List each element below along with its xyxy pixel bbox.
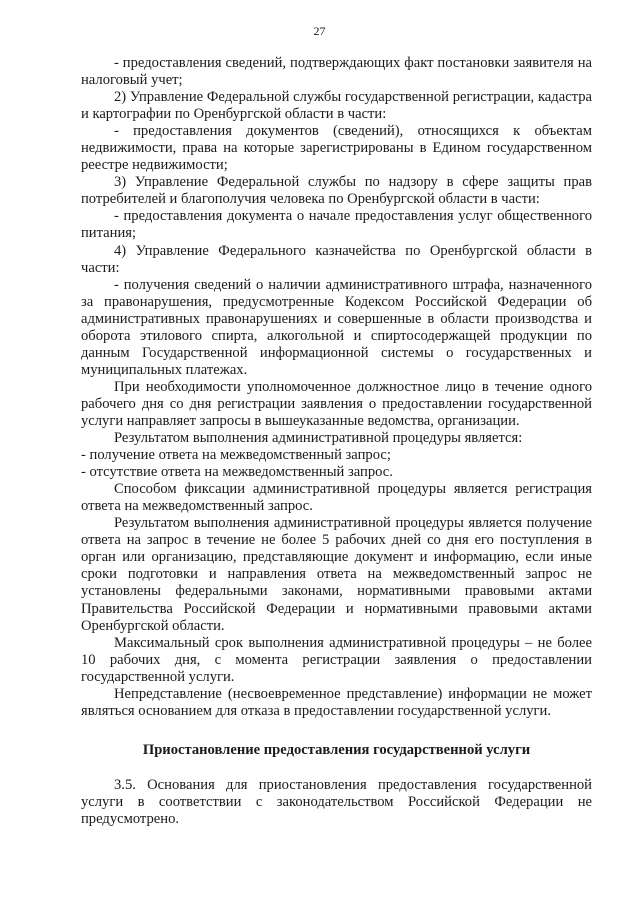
- section-heading: Приостановление предоставления государственной услуги: [142, 741, 531, 758]
- paragraph-catering-document: - предоставления документа о начале предоставления услуг общественного питания;: [81, 208, 592, 242]
- paragraph-fixation-method: Способом фиксации административной процедуры является регистрация ответа на межведомственный запрос.: [81, 481, 592, 515]
- paragraph-procedure-result-intro: Результатом выполнения административной процедуры является:: [114, 430, 523, 447]
- paragraph-requests: При необходимости уполномоченное должностное лицо в течение одного рабочего дня со дня регистрации заявления о предоставлении государственной услуги направляет запросы в вышеуказанные ведомства, организации.: [81, 378, 592, 429]
- paragraph-non-provision: Непредставление (несвоевременное представление) информации не может являться основанием для отказа в предоставлении государственной услуги.: [81, 685, 592, 719]
- paragraph-real-estate-documents: - предоставления документов (сведений), относящихся к объектам недвижимости, права на которые зарегистрированы в Едином государственном реестре недвижимости;: [81, 123, 592, 174]
- paragraph-maximum-term: Максимальный срок выполнения административной процедуры – не более 10 рабочих дня, с момента регистрации заявления о предоставлении государственной услуги.: [81, 634, 592, 685]
- paragraph-fine-information: - получения сведений о наличии административного штрафа, назначенного за правонарушения, предусмотренные Кодексом Российской Федерации об административных правонарушениях и совершенные в области производства и оборота этилового спирта, алкогольной и спиртосодержащей продукции по данным Государственной информационной системы о государственных и муниципальных платежах.: [81, 276, 592, 378]
- paragraph-rospotrebnadzor: 3) Управление Федеральной службы по надзору в сфере защиты прав потребителей и благополучия человека по Оренбургской области в части:: [81, 174, 592, 208]
- paragraph-rosreestr: 2) Управление Федеральной службы государственной регистрации, кадастра и картографии по Оренбургской области в части:: [81, 89, 592, 123]
- section-spacing: [81, 720, 592, 742]
- paragraph-suspension-grounds: 3.5. Основания для приостановления предоставления государственной услуги в соответствии с законодательством Российской Федерации не предусмотрено.: [81, 776, 592, 827]
- paragraph-treasury: 4) Управление Федерального казначейства по Оренбургской области в части:: [81, 242, 592, 276]
- document-body: [81, 55, 592, 828]
- heading-spacing: [81, 759, 592, 777]
- page-number: 27: [313, 24, 326, 38]
- paragraph-tax-registration: - предоставления сведений, подтверждающих факт постановки заявителя на налоговый учет;: [81, 55, 592, 89]
- list-item-no-response: - отсутствие ответа на межведомственный запрос.: [81, 464, 393, 481]
- paragraph-procedure-result: Результатом выполнения административной процедуры является получение ответа на запрос в течение не более 5 рабочих дней со дня его поступления в орган или организацию, представляющие документ и информацию, если иные сроки подготовки и направления ответа на межведомственный запрос не установлены федеральными законами, нормативными правовыми актами Правительства Российской Федерации и нормативными правовыми актами Оренбургской области.: [81, 515, 592, 634]
- list-item-response-received: - получение ответа на межведомственный запрос;: [81, 447, 391, 464]
